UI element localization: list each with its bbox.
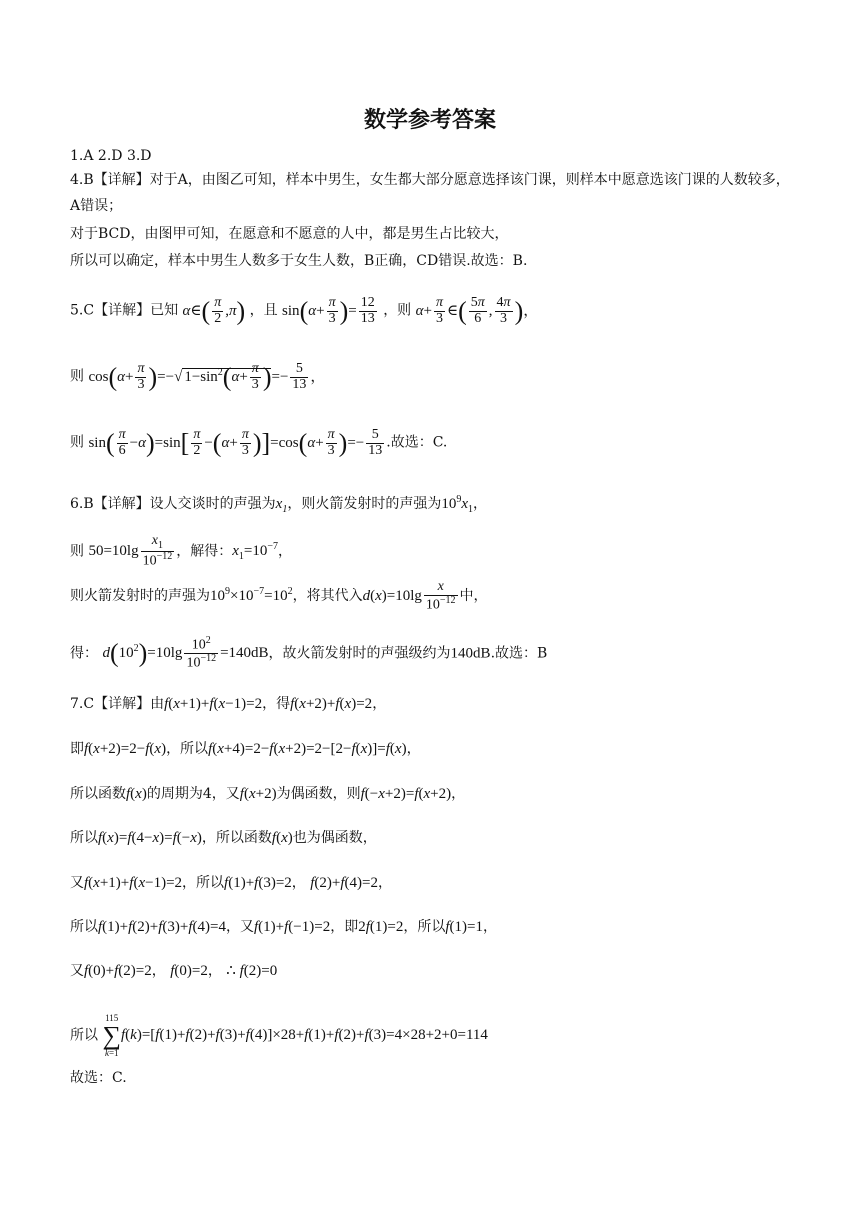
q5-line-2: 则 cos(α+ $\frac{\pi}{3}$ )=−√ $1-\sin^2(\alpha+$ $\frac{\pi}{3}$ )=− $\frac{5}{13}$ ， [70,361,326,392]
math-formula: $x_1=10^{-7}$ [232,541,279,563]
q6-line-1: 6.B【详解】设人交谈时的声强为$x_1$，则火箭发射时的声强为$10^9x_1$， [70,494,487,515]
math-formula: f(x+2)=2−f(x) [84,741,167,757]
math-formula: sin( $\frac{\pi}{6}$ −α)=sin[ $\frac{\pi}{2}$ −(α+ $\frac{\pi}{3}$ )]=cos(α+ $\frac{\pi}{3}$ )=− $\frac{5}{13}$ [88,427,383,458]
math-formula: ∴ f(2)=0 [226,963,278,979]
q7-line-8: 所以 115 ∑ k=1 f(k)=[f(1)+f(2)+f(3)+f(4)]×28+f(1)+f(2)+f(3)=4×28+2+0=114 [70,1013,488,1058]
q7-conclusion: 故选：C. [70,1070,127,1086]
q7-line-6: 所以f(1)+f(2)+f(3)+f(4)=4，又f(1)+f(−1)=2，即2f(1)=2，所以f(1)=1， [70,919,497,935]
math-formula: f(x) [271,830,293,846]
math-formula: f(1)+f(−1)=2 [254,919,331,935]
math-formula: f(x) [126,786,147,802]
math-formula: 50=10lg $\frac{x_1}{10^{-12}}$ [88,533,173,569]
math-formula: f(x+2) [239,786,277,802]
answers-1-3: 1.A 2.D 3.D [70,148,152,164]
math-formula: f(x+4)=2−f(x+2)=2−[2−f(x)]=f(x) [208,741,407,757]
page-title: 数学参考答案 [363,108,496,133]
q6-line-4: 得： $d(10^2)=10\lg$ $\frac{10^2}{10^{-12}}$ =140dB，故火箭发射时的声强级约为140dB.故选：B [70,635,548,671]
q4-paragraph-2: 对于BCD，由图甲可知，在愿意和不愿意的人中，都是男生占比较大， [70,226,509,242]
math-formula: f(−x+2)=f(x+2) [360,786,452,802]
q7-line-7: 又f(0)+f(2)=2， f(0)=2， ∴ f(2)=0 [70,963,278,979]
q6-line-3: 则火箭发射时的声强为$10^9\times 10^{-7}=10^2$，将其代入d(x)=10lg $\frac{x}{10^{-12}}$ 中， [70,579,488,613]
math-formula: sin(α+ $\frac{\pi}{3}$ )= $\frac{12}{13}$ [282,295,375,326]
q5-line-1: 5.C【详解】已知 α∈( $\frac{\pi}{2}$ ,π) ，且 sin(α+ $\frac{\pi}{3}$ )= $\frac{12}{13}$ ，则 α+ $\frac{\pi}{3}$ ∈( $\frac{5\pi}{6}$ , $\frac{4\pi}{3}$ )， [70,295,539,326]
math-formula: f(x+1)+f(x−1)=2 [164,696,263,712]
q4-paragraph-1: 4.B【详解】对于A，由图乙可知，样本中男生，女生都大部分愿意选择该门课，则样本中愿意选该门课的人数较多，A错误； [70,172,790,214]
math-formula: f(2)+f(4)=2 [310,875,378,891]
math-formula: d(x)=10lg $\frac{x}{10^{-12}}$ [362,579,456,613]
math-formula: f(x)=f(4−x)=f(−x) [98,830,202,846]
math-formula: α+ $\frac{\pi}{3}$ ∈( $\frac{5\pi}{6}$ , $\frac{4\pi}{3}$ )， [415,295,539,326]
math-formula: $10^9x_1$ [441,494,473,515]
q7-line-5: 又f(x+1)+f(x−1)=2，所以f(1)+f(3)=2， f(2)+f(4)=2， [70,875,392,891]
q4-paragraph-3: 所以可以确定，样本中男生人数多于女生人数，B正确，CD错误.故选：B. [70,253,528,269]
q7-line-4: 所以f(x)=f(4−x)=f(−x)，所以函数f(x)也为偶函数， [70,830,377,846]
q6-line-2: 则 50=10lg $\frac{x_1}{10^{-12}}$ ，解得：$x_1=10^{-7}$， [70,533,293,569]
math-formula: f(x+1)+f(x−1)=2 [84,875,183,891]
math-formula: $x_1$ [275,496,288,515]
q5-line-3: 则 sin( $\frac{\pi}{6}$ −α)=sin[ $\frac{\pi}{2}$ −(α+ $\frac{\pi}{3}$ )]=cos(α+ $\frac{\pi}{3}$ )=− $\frac{5}{13}$ .故选：C. [70,427,448,458]
math-formula: f(x+2)+f(x)=2 [290,696,373,712]
math-formula: cos(α+ $\frac{\pi}{3}$ )=−√ $1-\sin^2(\alpha+$ $\frac{\pi}{3}$ )=− $\frac{5}{13}$ ， [88,361,326,392]
math-formula: 115 ∑ k=1 f(k)=[f(1)+f(2)+f(3)+f(4)]×28+f(1)+f(2)+f(3)=4×28+2+0=114 [102,1013,488,1058]
q7-line-1: 7.C【详解】由f(x+1)+f(x−1)=2，得f(x+2)+f(x)=2， [70,696,387,712]
math-formula: 140dB [450,645,491,662]
math-formula: $d(10^2)=10\lg$ $\frac{10^2}{10^{-12}}$ =140dB [102,635,269,671]
math-formula: $10^9\times 10^{-7}=10^2$ [210,585,293,604]
q7-line-3: 所以函数f(x)的周期为4，又f(x+2)为偶函数，则f(−x+2)=f(x+2)， [70,786,466,802]
q7-line-2: 即f(x+2)=2−f(x)，所以f(x+4)=2−f(x+2)=2−[2−f(x)]=f(x)， [70,741,421,757]
math-formula: 2f(1)=2 [358,919,404,935]
math-formula: f(0)=2 [170,963,208,979]
math-formula: f(0)+f(2)=2 [84,963,152,979]
math-formula: f(1)=1 [445,919,483,935]
math-formula: α∈( $\frac{\pi}{2}$ ,π) [182,295,246,326]
math-formula: f(1)+f(2)+f(3)+f(4)=4 [98,919,226,935]
math-formula: f(1)+f(3)=2 [224,875,292,891]
